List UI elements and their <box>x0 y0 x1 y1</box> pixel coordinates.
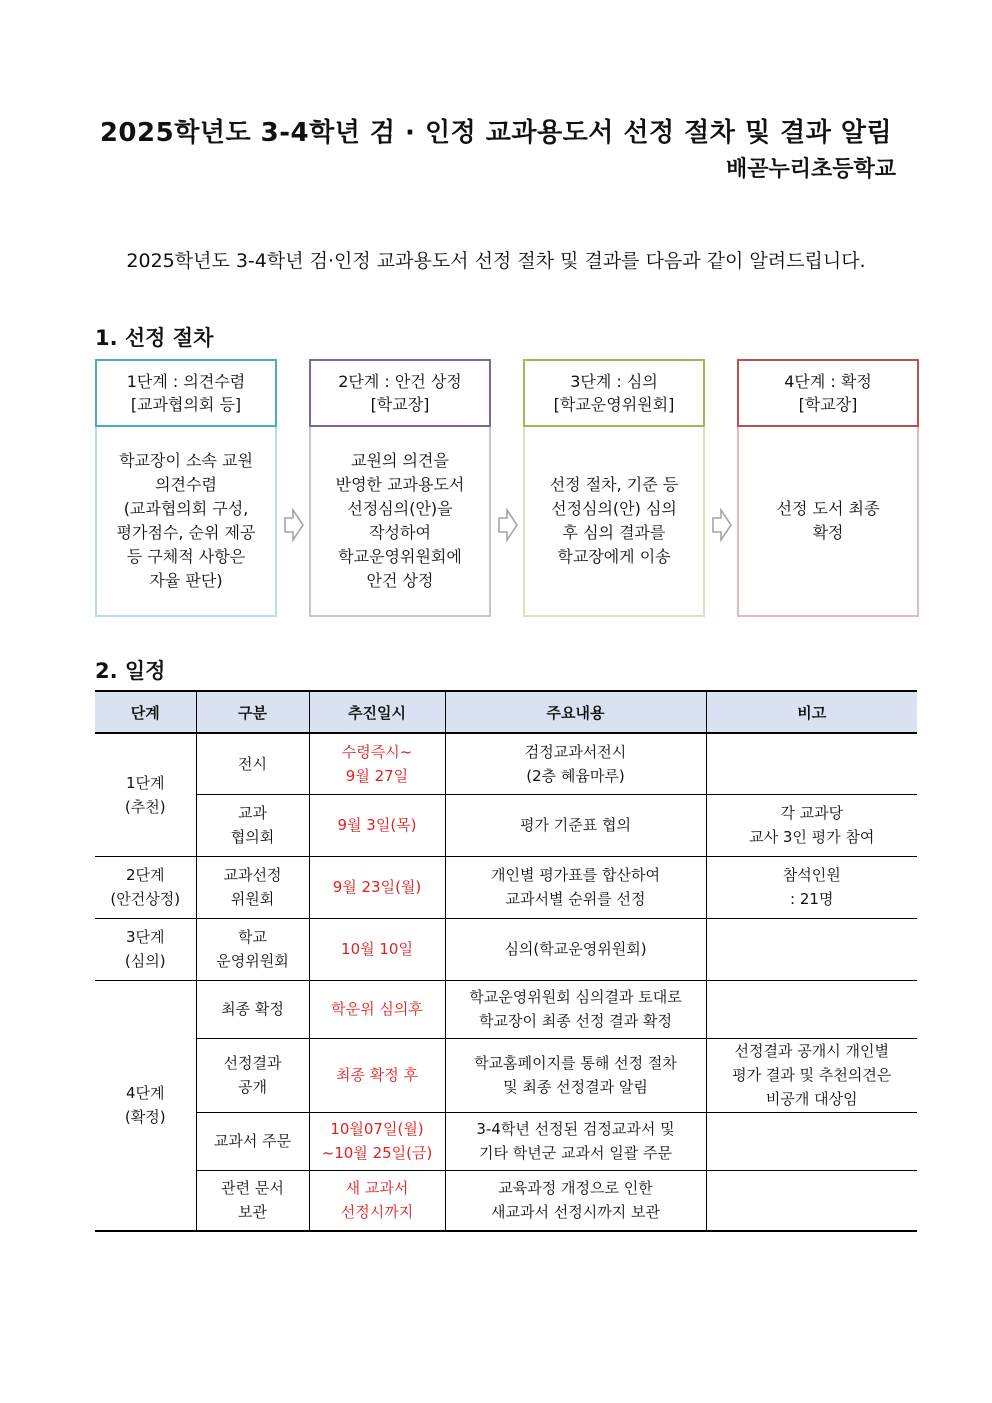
category-cell <box>196 856 309 918</box>
date-cell-line: 선정시까지 <box>340 1203 414 1222</box>
content-cell-line: 학교장이 최종 선정 결과 확정 <box>479 1012 672 1030</box>
step-description-line: 학교장에게 이송 <box>557 547 671 566</box>
step-description-line: 학교장이 소속 교원 <box>119 451 253 470</box>
step-box-2 <box>309 359 491 617</box>
table-row <box>95 1112 917 1170</box>
date-cell-line: 9월 3일(목) <box>337 816 417 834</box>
content-cell-line: 평가 기준표 협의 <box>520 816 631 834</box>
stage-cell-line: 3단계 <box>125 928 165 946</box>
step-header-line: 4단계 : 확정 <box>784 372 872 391</box>
content-cell-line: 새교과서 선정시까지 보관 <box>491 1203 660 1222</box>
step-1-description <box>95 427 277 617</box>
step-description-line: 자율 판단) <box>149 571 223 590</box>
stage-cell-line: 4단계 <box>125 1084 165 1103</box>
category-cell-line: 교과서 주문 <box>213 1132 292 1150</box>
note-cell <box>706 980 917 1038</box>
step-description-line: 평가점수, 순위 제공 <box>116 523 256 542</box>
date-cell-line: 학운위 심의후 <box>331 1000 423 1018</box>
content-cell-line: 심의(학교운영위원회) <box>504 940 647 958</box>
table-row <box>95 980 917 1038</box>
content-cell-line: 기타 학년군 교과서 일괄 주문 <box>479 1144 672 1162</box>
category-cell-line: 교과선정 <box>223 866 282 884</box>
note-cell-line: 비공개 대상임 <box>765 1090 858 1108</box>
intro-text: 2025학년도 3-4학년 검·인정 교과용도서 선정 절차 및 결과를 다음과 같이 알려드립니다. <box>126 250 866 272</box>
section-heading-schedule: 2. 일정 <box>95 659 166 683</box>
step-header-line: [학교장] <box>370 395 430 414</box>
section-heading-procedure: 1. 선정 절차 <box>95 326 214 350</box>
table-row <box>95 918 917 980</box>
content-cell-line: 3-4학년 선정된 검정교과서 및 <box>476 1120 675 1138</box>
step-description-line: 선정심의(안)을 <box>347 499 453 518</box>
category-cell <box>196 1170 309 1231</box>
step-1-header <box>95 359 277 427</box>
arrow-right-icon <box>498 508 518 542</box>
step-description-line: 선정 도서 최종 <box>776 499 880 518</box>
content-cell-line: 검정교과서전시 <box>524 742 627 761</box>
note-cell <box>706 918 917 980</box>
date-cell <box>309 1170 445 1231</box>
date-cell <box>309 980 445 1038</box>
content-cell-line: 학교홈페이지를 통해 선정 절차 <box>474 1054 677 1072</box>
content-cell <box>445 1112 706 1170</box>
step-description-line: 반영한 교과용도서 <box>335 475 465 494</box>
stage-cell <box>95 980 196 1231</box>
category-cell <box>196 1038 309 1112</box>
note-cell-line: 참석인원 <box>782 866 841 884</box>
schedule-table <box>95 690 917 1232</box>
date-cell-line: 새 교과서 <box>345 1179 409 1198</box>
note-cell-line: 평가 결과 및 추천의견은 <box>732 1066 892 1084</box>
content-cell-line: 학교운영위원회 심의결과 토대로 <box>469 988 682 1006</box>
step-box-3 <box>523 359 705 617</box>
note-cell <box>706 1170 917 1231</box>
step-4-description <box>737 427 919 617</box>
stage-cell <box>95 733 196 856</box>
note-cell <box>706 1112 917 1170</box>
content-cell <box>445 980 706 1038</box>
category-cell-line: 최종 확정 <box>221 1000 284 1018</box>
category-cell <box>196 1112 309 1170</box>
category-cell-line: 공개 <box>238 1078 267 1096</box>
step-header-line: 2단계 : 안건 상정 <box>338 372 462 391</box>
content-cell <box>445 733 706 794</box>
step-box-4 <box>737 359 919 617</box>
category-cell <box>196 733 309 794</box>
header-category: 구분 <box>196 691 309 733</box>
step-description-line: 교원의 의견을 <box>351 451 449 470</box>
step-header-line: 1단계 : 의견수렴 <box>126 372 246 391</box>
date-cell-line: 9월 23일(월) <box>332 878 422 896</box>
category-cell-line: 전시 <box>238 754 267 773</box>
table-row <box>95 794 917 856</box>
category-cell-line: 협의회 <box>230 828 275 846</box>
step-description-line: 학교운영위원회에 <box>338 547 462 566</box>
date-cell-line: ~10월 25일(금) <box>321 1144 433 1162</box>
stage-cell <box>95 856 196 918</box>
content-cell-line: 개인별 평가표를 합산하여 <box>491 866 660 884</box>
step-description-line: 안건 상정 <box>366 571 434 590</box>
note-cell-line: 선정결과 공개시 개인별 <box>734 1042 889 1060</box>
table-row <box>95 856 917 918</box>
content-cell <box>445 918 706 980</box>
category-cell-line: 보관 <box>238 1203 267 1222</box>
step-header-line: [학교장] <box>798 395 858 414</box>
date-cell-line: 수령즉시~ <box>341 742 413 761</box>
stage-cell-line: (안건상정) <box>110 890 181 908</box>
category-cell <box>196 794 309 856</box>
step-box-1 <box>95 359 277 617</box>
header-stage: 단계 <box>95 691 196 733</box>
step-3-description <box>523 427 705 617</box>
stage-cell-line: (확정) <box>124 1108 166 1127</box>
arrow-right-icon <box>712 508 732 542</box>
school-name: 배곧누리초등학교 <box>725 157 896 182</box>
note-cell <box>706 856 917 918</box>
category-cell <box>196 980 309 1038</box>
date-cell <box>309 918 445 980</box>
step-description-line: 등 구체적 사항은 <box>126 547 246 566</box>
content-cell-line: 교육과정 개정으로 인한 <box>498 1179 653 1198</box>
date-cell-line: 9월 27일 <box>345 766 409 785</box>
table-row <box>95 1038 917 1112</box>
date-cell-line: 10월07일(월) <box>330 1120 424 1138</box>
content-cell <box>445 1170 706 1231</box>
stage-cell-line: 2단계 <box>125 866 165 884</box>
stage-cell-line: (심의) <box>124 952 166 970</box>
category-cell-line: 학교 <box>238 928 267 946</box>
step-2-header <box>309 359 491 427</box>
content-cell-line: (2층 혜윰마루) <box>526 766 625 785</box>
step-4-header <box>737 359 919 427</box>
step-description-line: 의견수렴 <box>155 475 217 494</box>
note-cell <box>706 1038 917 1112</box>
category-cell-line: 관련 문서 <box>221 1179 284 1198</box>
content-cell <box>445 856 706 918</box>
content-cell-line: 및 최종 선정결과 알림 <box>503 1078 648 1096</box>
step-description-line: (교과협의회 구성, <box>123 499 249 518</box>
step-3-header <box>523 359 705 427</box>
stage-cell-line: 1단계 <box>125 773 165 792</box>
category-cell-line: 운영위원회 <box>216 952 289 970</box>
step-header-line: [교과협의회 등] <box>130 395 242 414</box>
date-cell-line: 10월 10일 <box>341 940 413 958</box>
arrow-right-icon <box>284 508 304 542</box>
page-title: 2025학년도 3-4학년 검 · 인정 교과용도서 선정 절차 및 결과 알림 <box>99 118 893 148</box>
step-description-line: 작성하여 <box>369 523 431 542</box>
header-content: 주요내용 <box>445 691 706 733</box>
note-cell-line: 교사 3인 평가 참여 <box>749 828 875 846</box>
date-cell <box>309 1038 445 1112</box>
note-cell <box>706 794 917 856</box>
category-cell-line: 위원회 <box>230 890 275 908</box>
category-cell <box>196 918 309 980</box>
step-description-line: 선정심의(안) 심의 <box>551 499 677 518</box>
note-cell <box>706 733 917 794</box>
stage-cell-line: (추천) <box>124 797 166 816</box>
step-description-line: 후 심의 결과를 <box>562 523 666 542</box>
step-description-line: 선정 절차, 기준 등 <box>549 475 679 494</box>
date-cell-line: 최종 확정 후 <box>336 1066 418 1084</box>
date-cell <box>309 794 445 856</box>
step-header-line: 3단계 : 심의 <box>570 372 658 391</box>
content-cell-line: 교과서별 순위를 선정 <box>505 890 646 908</box>
content-cell <box>445 1038 706 1112</box>
date-cell <box>309 733 445 794</box>
header-date: 추진일시 <box>309 691 445 733</box>
table-header-row <box>95 691 917 733</box>
note-cell-line: 각 교과당 <box>780 804 844 822</box>
step-2-description <box>309 427 491 617</box>
table-row <box>95 1170 917 1231</box>
header-note: 비고 <box>706 691 917 733</box>
step-description-line: 확정 <box>812 523 844 542</box>
content-cell <box>445 794 706 856</box>
category-cell-line: 선정결과 <box>223 1054 282 1072</box>
step-header-line: [학교운영위원회] <box>553 395 675 414</box>
date-cell <box>309 856 445 918</box>
date-cell <box>309 1112 445 1170</box>
stage-cell <box>95 918 196 980</box>
category-cell-line: 교과 <box>238 804 267 822</box>
note-cell-line: : 21명 <box>790 890 834 908</box>
table-row <box>95 733 917 794</box>
